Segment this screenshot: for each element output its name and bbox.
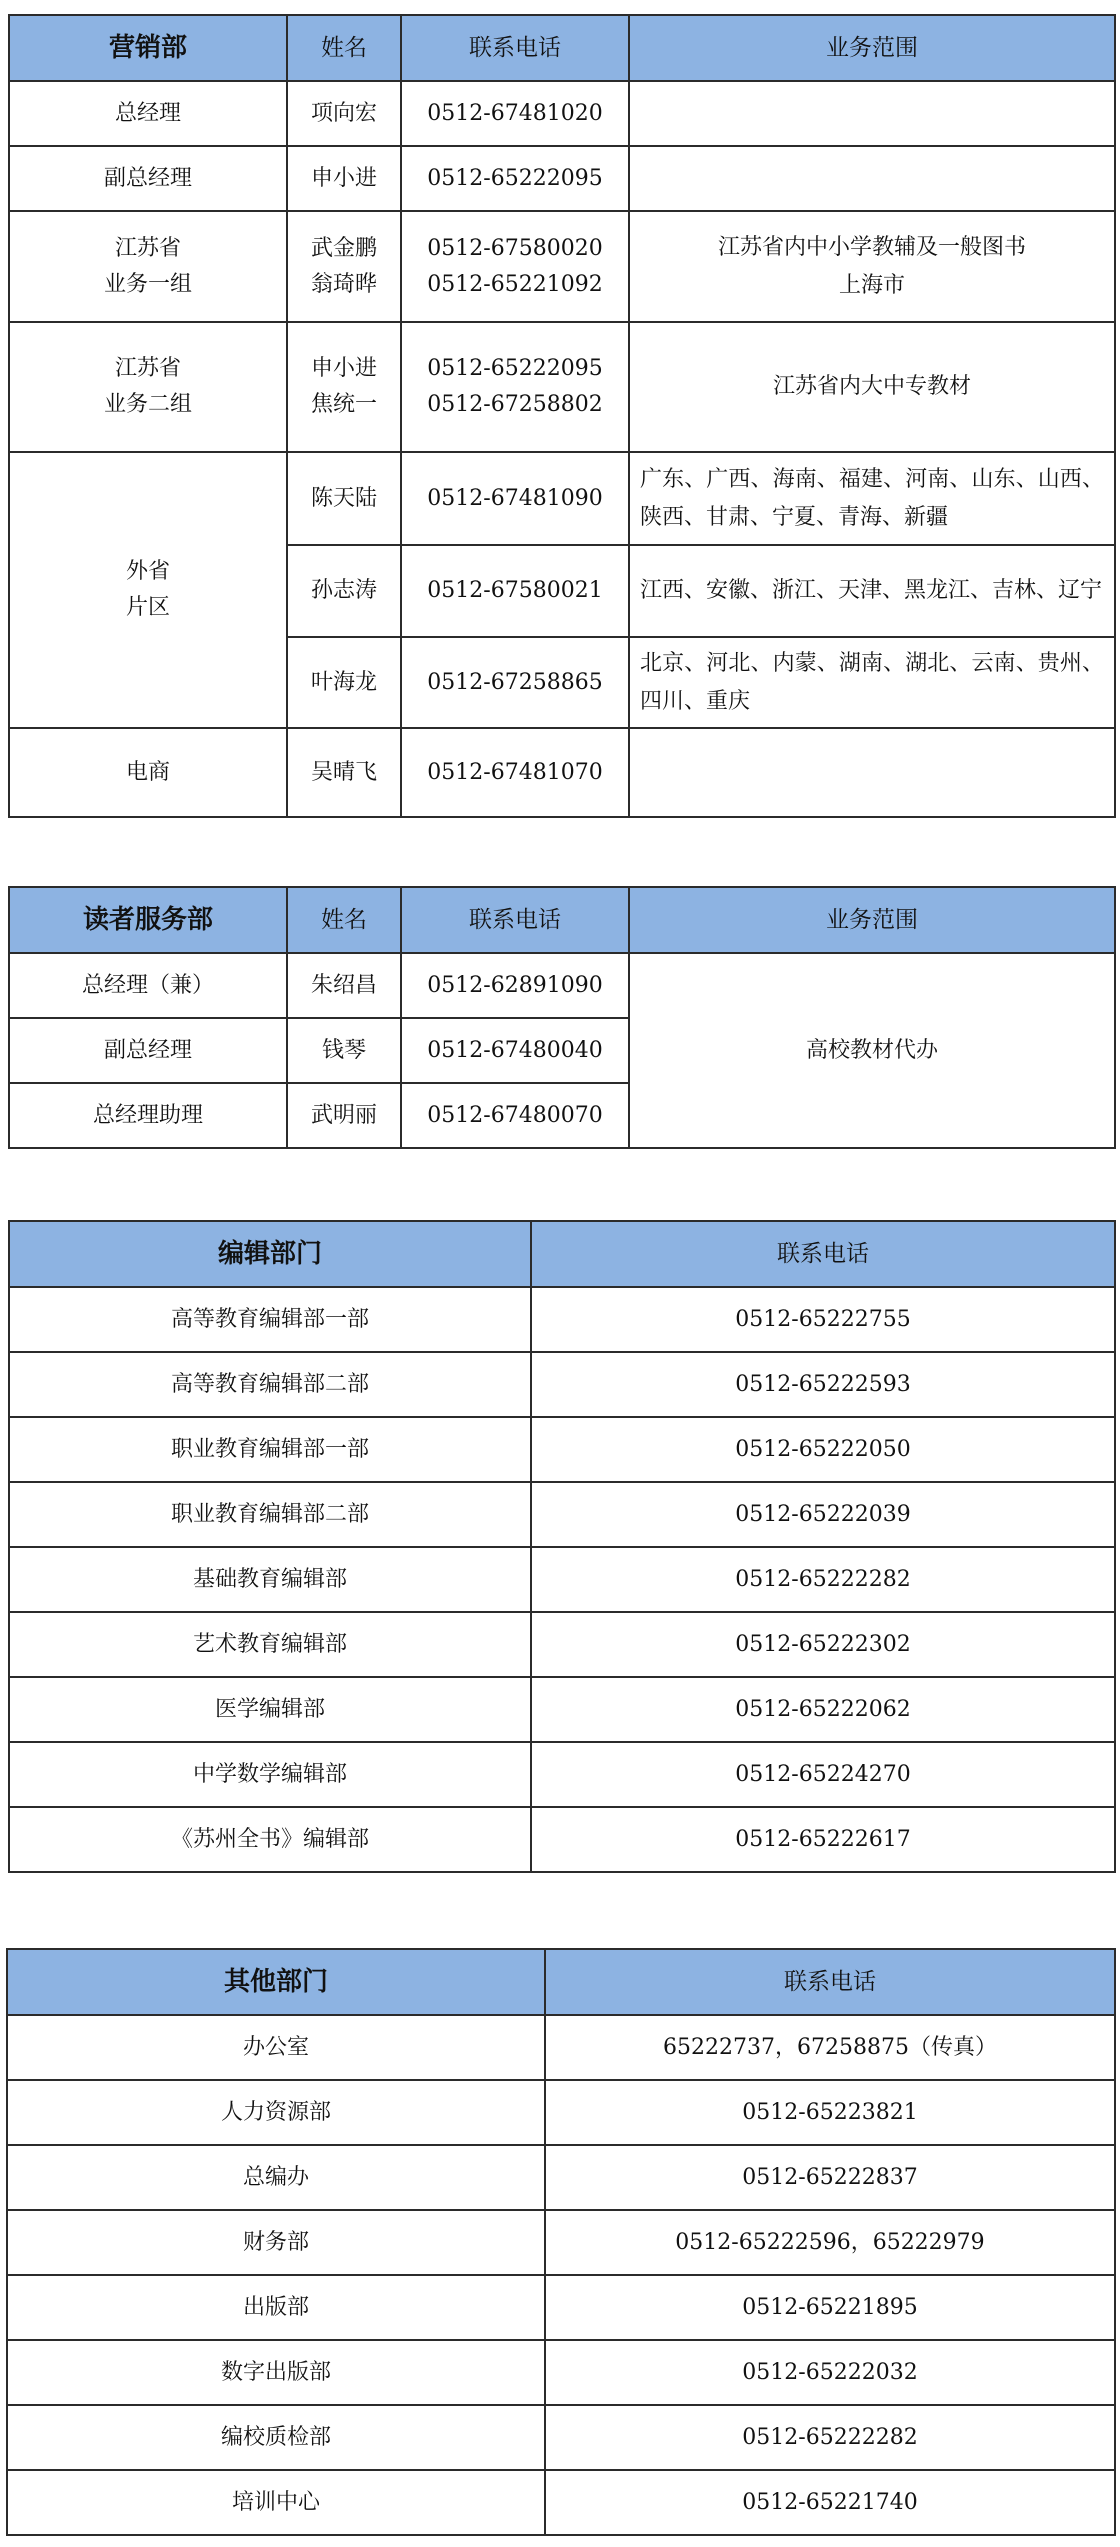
editorial-dept-header: 编辑部门 [9,1221,531,1287]
role-cell: 副总经理 [9,146,287,211]
dept-cell: 数字出版部 [7,2340,545,2405]
scope-cell: 江苏省内大中专教材 [629,322,1115,452]
name-line: 翁琦晔 [310,271,377,297]
marketing-dept-header: 营销部 [9,15,287,81]
dept-cell: 人力资源部 [7,2080,545,2145]
scope-cell: 北京、河北、内蒙、湖南、湖北、云南、贵州、四川、重庆 [629,637,1115,728]
table-row [9,1677,1115,1742]
table-row [9,953,1115,1018]
name-cell: 项向宏 [287,81,401,146]
scope-cell [629,728,1115,817]
table-row [9,1287,1115,1352]
role-cell: 电商 [9,728,287,817]
name-line: 焦统一 [310,392,377,417]
scope-column-header: 业务范围 [629,15,1115,81]
table-row [9,1547,1115,1612]
dept-cell: 医学编辑部 [9,1677,531,1742]
scope-cell: 广东、广西、海南、福建、河南、山东、山西、陕西、甘肃、宁夏、青海、新疆 [629,452,1115,545]
dept-cell: 培训中心 [7,2470,545,2535]
name-cell: 钱琴 [287,1018,401,1083]
dept-cell: 职业教育编辑部二部 [9,1482,531,1547]
phone-cell: 0512-65223821 [545,2080,1115,2145]
phone-column-header: 联系电话 [531,1221,1115,1287]
dept-cell: 中学数学编辑部 [9,1742,531,1807]
other-departments-table [6,1948,1116,2536]
marketing-table [8,14,1116,818]
table-row [7,2145,1115,2210]
table-row [9,81,1115,146]
phone-column-header: 联系电话 [545,1949,1115,2015]
phone-cell: 0512-65222596，65222979 [545,2210,1115,2275]
marketing-header-row [9,15,1115,81]
table-row [9,211,1115,322]
phone-cell: 0512-65222617 [531,1807,1115,1872]
table-row [7,2210,1115,2275]
dept-cell: 出版部 [7,2275,545,2340]
reader-service-table [8,886,1116,1149]
phone-cell: 0512-65222032 [545,2340,1115,2405]
table-row [7,2015,1115,2080]
role-line: 江苏省 [114,356,181,381]
name-cell: 陈天陆 [287,452,401,545]
table-row [9,1417,1115,1482]
name-cell: 叶海龙 [287,637,401,728]
scope-cell [629,81,1115,146]
table-row [7,2405,1115,2470]
reader-header-row [9,887,1115,953]
dept-cell: 高等教育编辑部一部 [9,1287,531,1352]
phone-cell: 0512-67258865 [401,637,629,728]
scope-line: 江苏省内中小学教辅及一般图书 [717,234,1026,260]
phone-cell: 0512-65222062 [531,1677,1115,1742]
table-row [9,1352,1115,1417]
name-cell: 朱绍昌 [287,953,401,1018]
region-cell [9,452,287,728]
scope-column-header: 业务范围 [629,887,1115,953]
phone-column-header: 联系电话 [401,15,629,81]
name-cell: 申小进 [287,146,401,211]
scope-cell [629,211,1115,322]
dept-cell: 编校质检部 [7,2405,545,2470]
dept-cell: 财务部 [7,2210,545,2275]
phone-cell: 0512-65222755 [531,1287,1115,1352]
phone-cell: 0512-65221740 [545,2470,1115,2535]
table-row [9,452,1115,545]
phone-cell [401,211,629,322]
phone-cell: 0512-62891090 [401,953,629,1018]
phone-cell: 0512-67481070 [401,728,629,817]
table-row [9,728,1115,817]
name-cell [287,211,401,322]
table-row [9,1807,1115,1872]
dept-cell: 办公室 [7,2015,545,2080]
dept-cell: 高等教育编辑部二部 [9,1352,531,1417]
scope-line: 上海市 [838,272,905,298]
table-row [7,2080,1115,2145]
role-line: 业务二组 [103,392,192,417]
reader-dept-header: 读者服务部 [9,887,287,953]
editorial-header-row [9,1221,1115,1287]
table-row [9,1742,1115,1807]
dept-cell: 基础教育编辑部 [9,1547,531,1612]
dept-cell: 总编办 [7,2145,545,2210]
table-row [7,2275,1115,2340]
phone-cell: 0512-65222050 [531,1417,1115,1482]
scope-cell [629,146,1115,211]
role-line: 江苏省 [114,235,181,261]
scope-cell: 江西、安徽、浙江、天津、黑龙江、吉林、辽宁 [629,545,1115,637]
phone-cell: 0512-65222282 [531,1547,1115,1612]
table-row [9,146,1115,211]
role-line: 业务一组 [103,271,192,297]
phone-cell: 0512-67481020 [401,81,629,146]
name-cell: 吴晴飞 [287,728,401,817]
phone-cell: 0512-67480040 [401,1018,629,1083]
phone-cell: 0512-67481090 [401,452,629,545]
role-cell [9,322,287,452]
phone-cell: 65222737，67258875（传真） [545,2015,1115,2080]
phone-cell: 0512-65222593 [531,1352,1115,1417]
name-line: 武金鹏 [310,235,377,261]
other-dept-header: 其他部门 [7,1949,545,2015]
table-row [7,2470,1115,2535]
phone-cell: 0512-65222282 [545,2405,1115,2470]
name-cell: 武明丽 [287,1083,401,1148]
editorial-table [8,1220,1116,1873]
role-cell: 总经理（兼） [9,953,287,1018]
dept-cell: 艺术教育编辑部 [9,1612,531,1677]
phone-cell: 0512-67580021 [401,545,629,637]
phone-cell [401,322,629,452]
phone-cell: 0512-65221895 [545,2275,1115,2340]
phone-line: 0512-65221092 [427,271,603,297]
other-header-row [7,1949,1115,2015]
dept-cell: 《苏州全书》编辑部 [9,1807,531,1872]
name-column-header: 姓名 [287,15,401,81]
table-row [9,1612,1115,1677]
phone-cell: 0512-67480070 [401,1083,629,1148]
role-cell: 副总经理 [9,1018,287,1083]
phone-cell: 0512-65222039 [531,1482,1115,1547]
phone-cell: 0512-65222302 [531,1612,1115,1677]
name-cell [287,322,401,452]
phone-line: 0512-65222095 [427,356,603,381]
region-line: 片区 [125,595,170,620]
name-line: 申小进 [310,356,377,381]
role-cell [9,211,287,322]
table-row [9,1482,1115,1547]
phone-cell: 0512-65224270 [531,1742,1115,1807]
role-cell: 总经理 [9,81,287,146]
phone-column-header: 联系电话 [401,887,629,953]
name-column-header: 姓名 [287,887,401,953]
table-row [9,322,1115,452]
phone-cell: 0512-65222095 [401,146,629,211]
name-cell: 孙志涛 [287,545,401,637]
table-row [7,2340,1115,2405]
phone-line: 0512-67258802 [427,392,603,417]
phone-line: 0512-67580020 [427,235,603,261]
scope-cell: 高校教材代办 [629,953,1115,1148]
role-cell: 总经理助理 [9,1083,287,1148]
dept-cell: 职业教育编辑部一部 [9,1417,531,1482]
region-line: 外省 [125,559,170,584]
phone-cell: 0512-65222837 [545,2145,1115,2210]
